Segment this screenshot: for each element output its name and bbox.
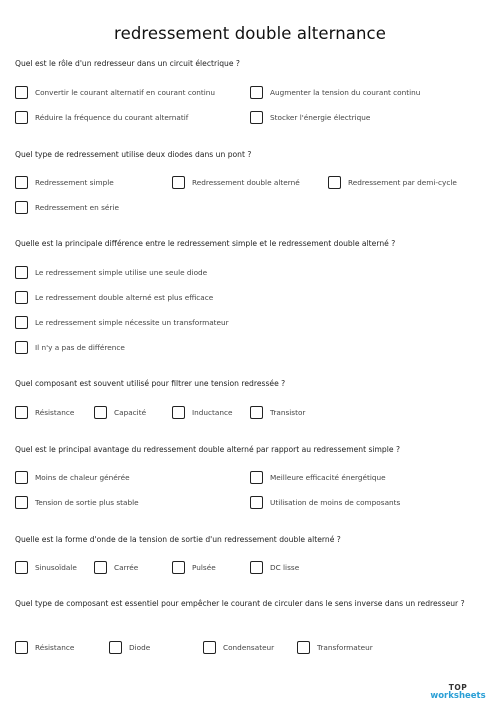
checkbox-box[interactable] [15, 341, 28, 354]
checkbox-box[interactable] [15, 176, 28, 189]
checkbox-box[interactable] [15, 316, 28, 329]
option-label: Inductance [192, 408, 233, 417]
checkbox-box[interactable] [328, 176, 341, 189]
question-1: Quel est le rôle d'un redresseur dans un circuit électrique ? [15, 59, 240, 68]
question-2: Quel type de redressement utilise deux diodes dans un pont ? [15, 150, 252, 159]
option-label: Réduire la fréquence du courant alternatif [35, 113, 189, 122]
checkbox-box[interactable] [172, 561, 185, 574]
checkbox-box[interactable] [297, 641, 310, 654]
checkbox-box[interactable] [250, 406, 263, 419]
option-label: Meilleure efficacité énergétique [270, 473, 386, 482]
option-label: Le redressement double alterné est plus efficace [35, 293, 214, 302]
checkbox-box[interactable] [15, 641, 28, 654]
topworksheets-logo [428, 683, 488, 701]
checkbox-box[interactable] [250, 561, 263, 574]
option-label: Diode [129, 643, 151, 652]
option-label: Pulsée [192, 563, 216, 572]
option-label: Redressement par demi-cycle [348, 178, 457, 187]
option-label: Moins de chaleur générée [35, 473, 130, 482]
option-label: Le redressement simple nécessite un transformateur [35, 318, 229, 327]
option-label: Stocker l'énergie électrique [270, 113, 371, 122]
checkbox-box[interactable] [94, 561, 107, 574]
option-label: Augmenter la tension du courant continu [270, 88, 421, 97]
checkbox-box[interactable] [15, 86, 28, 99]
checkbox-box[interactable] [109, 641, 122, 654]
checkbox-box[interactable] [15, 496, 28, 509]
option-label: DC lisse [270, 563, 300, 572]
checkbox-box[interactable] [15, 406, 28, 419]
checkbox-box[interactable] [94, 406, 107, 419]
option-label: Redressement en série [35, 203, 119, 212]
option-label: Sinusoïdale [35, 563, 77, 572]
question-4: Quel composant est souvent utilisé pour filtrer une tension redressée ? [15, 379, 286, 388]
option-label: Condensateur [223, 643, 275, 652]
checkbox-box[interactable] [203, 641, 216, 654]
checkbox-box[interactable] [250, 111, 263, 124]
checkbox-box[interactable] [172, 406, 185, 419]
option-label: Le redressement simple utilise une seule diode [35, 268, 208, 277]
option-label: Redressement double alterné [192, 178, 300, 187]
page-title: redressement double alternance [114, 24, 386, 43]
checkbox-box[interactable] [15, 201, 28, 214]
checkbox-box[interactable] [15, 291, 28, 304]
option-label: Résistance [35, 643, 75, 652]
option-label: Tension de sortie plus stable [35, 498, 139, 507]
checkbox-box[interactable] [15, 471, 28, 484]
checkbox-box[interactable] [15, 111, 28, 124]
option-label: Capacité [114, 408, 147, 417]
logo-bottom-text: worksheets [430, 691, 486, 701]
checkbox-box[interactable] [250, 86, 263, 99]
checkbox-box[interactable] [250, 471, 263, 484]
option-label: Transistor [270, 408, 306, 417]
checkbox-box[interactable] [15, 561, 28, 574]
question-5: Quel est le principal avantage du redressement double alterné par rapport au redressement simple ? [15, 445, 400, 454]
option-label: Convertir le courant alternatif en courant continu [35, 88, 216, 97]
checkbox-box[interactable] [172, 176, 185, 189]
option-label: Transformateur [317, 643, 373, 652]
checkbox-box[interactable] [15, 266, 28, 279]
option-label: Résistance [35, 408, 75, 417]
question-7: Quel type de composant est essentiel pour empêcher le courant de circuler dans le sens inverse dans un redresseur ? [15, 599, 465, 608]
checkbox-box[interactable] [250, 496, 263, 509]
option-label: Il n'y a pas de différence [35, 343, 125, 352]
question-3: Quelle est la principale différence entre le redressement simple et le redressement double alterné ? [15, 239, 396, 248]
logo-top-text: TOP [448, 683, 468, 692]
option-label: Redressement simple [35, 178, 114, 187]
option-label: Carrée [114, 563, 139, 572]
question-6: Quelle est la forme d'onde de la tension de sortie d'un redressement double alterné ? [15, 535, 341, 544]
option-label: Utilisation de moins de composants [270, 498, 401, 507]
